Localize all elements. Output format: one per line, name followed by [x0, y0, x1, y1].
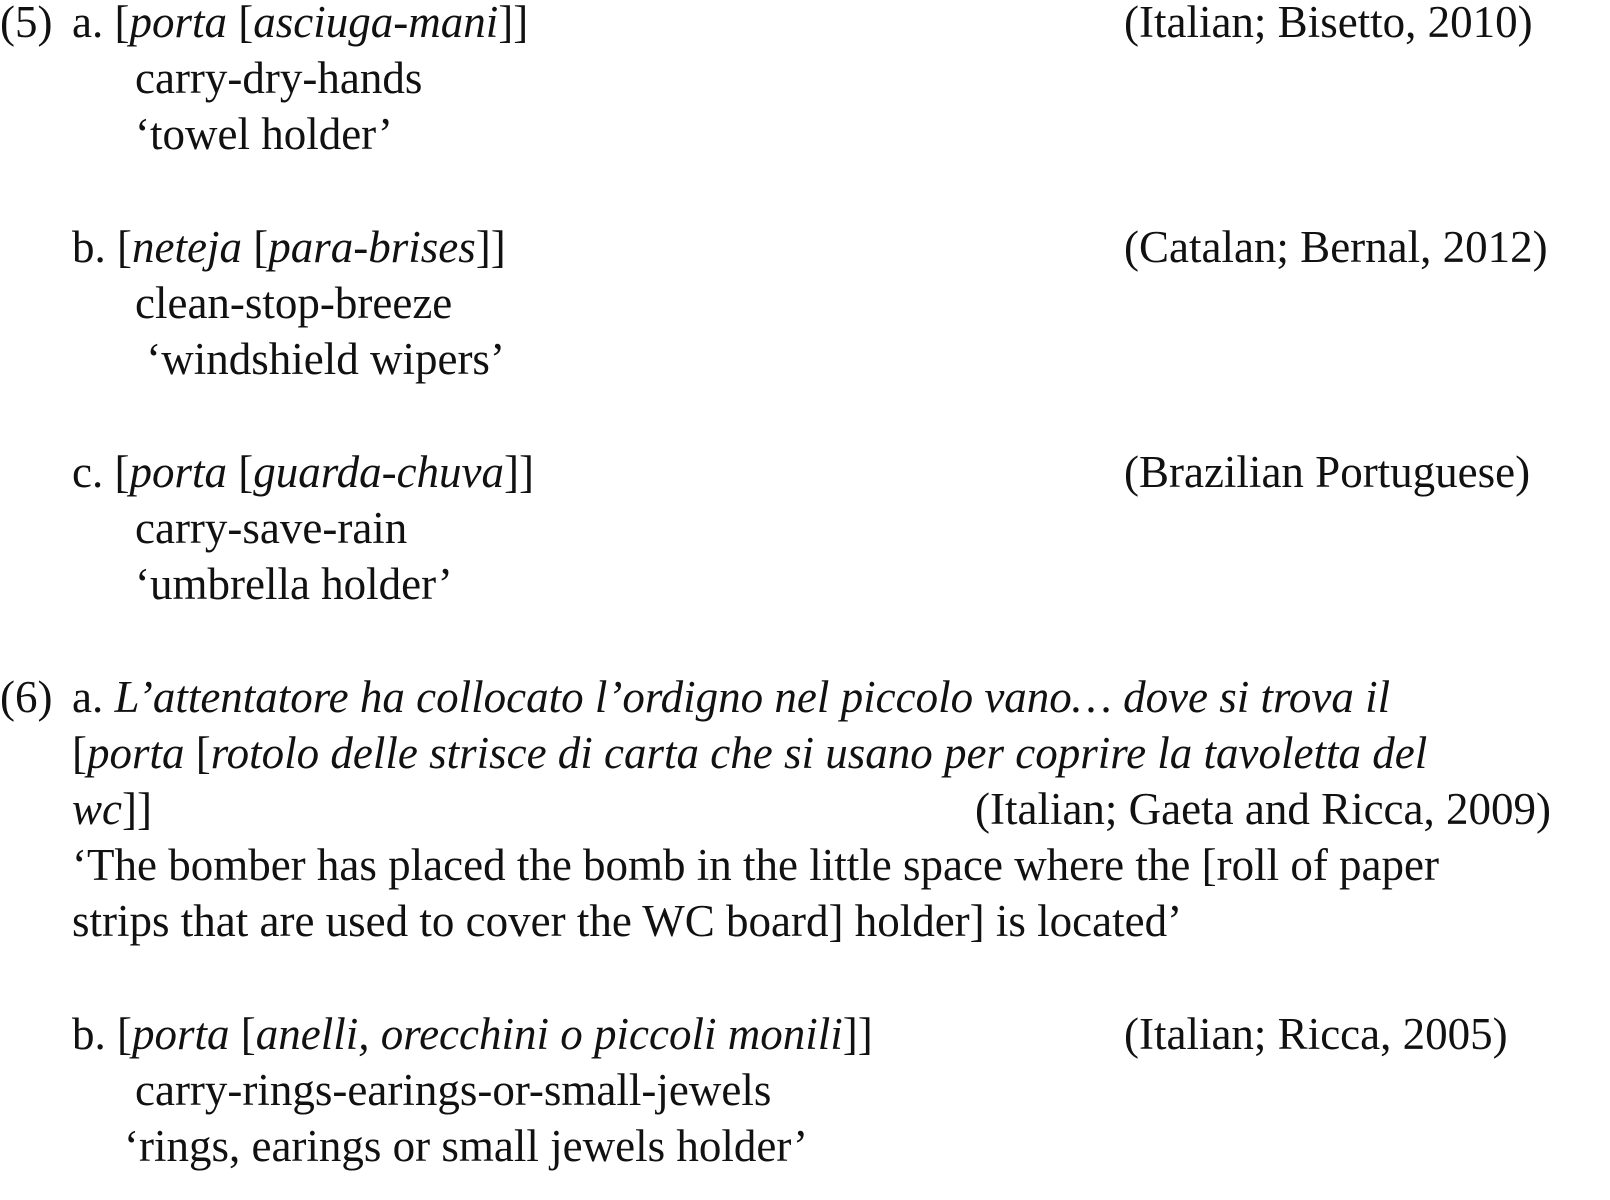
bracket: [: [184, 728, 211, 778]
bracket: ]]: [475, 222, 506, 272]
bracket: ]]: [122, 784, 152, 834]
compound-head: porta: [129, 447, 227, 497]
translation: ‘rings, earings or small jewels holder’: [124, 1121, 808, 1171]
source-citation: (Italian; Ricca, 2005): [1124, 1009, 1508, 1059]
item-label: a.: [72, 672, 104, 722]
compound-head: porta: [132, 1009, 230, 1059]
translation: ‘towel holder’: [135, 109, 393, 159]
gloss: carry-rings-earings-or-small-jewels: [135, 1065, 772, 1115]
example-form-5c: [72, 447, 535, 497]
gloss: carry-save-rain: [135, 503, 408, 553]
translation-line2: strips that are used to cover the WC board] holder] is located’: [72, 896, 1183, 946]
compound-head: porta: [129, 0, 227, 47]
compound-argument: para-brises: [268, 222, 476, 272]
bracket: [: [117, 1009, 132, 1059]
compound-argument: guarda-chuva: [253, 447, 505, 497]
compound-argument: anelli, orecchini o piccoli monili: [255, 1009, 843, 1059]
example-form-6b: [72, 1009, 873, 1059]
example-sentence-6a-line3: [72, 784, 152, 834]
source-citation: (Italian; Gaeta and Ricca, 2009): [975, 784, 1551, 834]
example-number: (5): [0, 0, 53, 47]
gloss: carry-dry-hands: [135, 53, 423, 103]
source-citation: (Catalan; Bernal, 2012): [1124, 222, 1548, 272]
bracket: [: [227, 447, 254, 497]
example-sentence-6a-line1: [72, 672, 1391, 722]
translation-line1: ‘The bomber has placed the bomb in the little space where the [roll of paper: [72, 840, 1439, 890]
item-label: b.: [72, 1009, 106, 1059]
bracket: [: [117, 222, 132, 272]
example-sentence-6a-line2: [72, 728, 1428, 778]
bracket: [: [114, 0, 130, 47]
example-form-5b: [72, 222, 506, 272]
compound-head: neteja: [132, 222, 242, 272]
source-citation: (Italian; Bisetto, 2010): [1124, 0, 1533, 47]
translation: ‘windshield wipers’: [135, 334, 505, 384]
source-citation: (Brazilian Portuguese): [1124, 447, 1531, 497]
bracket: [: [229, 1009, 256, 1059]
item-label: b.: [72, 222, 106, 272]
bracket: [: [114, 447, 130, 497]
example-form-5a: [72, 0, 528, 45]
item-label: a.: [72, 0, 104, 47]
bracket: [: [241, 222, 269, 272]
compound-argument-end: wc: [72, 784, 122, 834]
bracket: ]]: [842, 1009, 873, 1059]
bracket: ]]: [504, 447, 535, 497]
gloss: clean-stop-breeze: [135, 278, 453, 328]
compound-head: porta: [87, 728, 185, 778]
bracket: [: [227, 0, 254, 47]
bracket: [: [72, 728, 87, 778]
compound-argument: rotolo delle strisce di carta che si usano per coprire la tavoletta del: [210, 728, 1428, 778]
bracket: ]]: [498, 0, 529, 47]
translation: ‘umbrella holder’: [135, 559, 453, 609]
item-label: c.: [72, 447, 104, 497]
example-number: (6): [0, 672, 53, 722]
compound-argument: asciuga-mani: [253, 0, 499, 47]
italian-sentence: L’attentatore ha collocato l’ordigno nel piccolo vano… dove si trova il: [114, 672, 1391, 722]
